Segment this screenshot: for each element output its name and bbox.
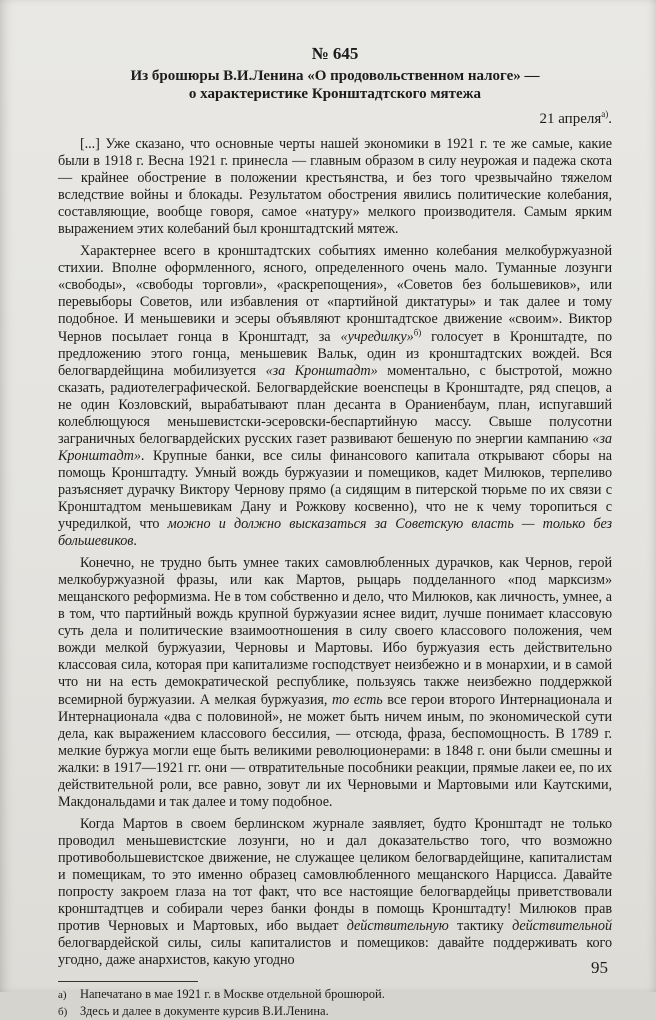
- text-segment: Конечно, не трудно быть умнее таких самовлюбленных дурачков, как Чернов, герой мелкобуржуазной фразы, или как Мартов, рыцарь подделанного «под марксизм» мещанского реформизма. Не в том собственно и дело, что Милюков, как личность, умнее, а в том, что партийный вождь крупной буржуазии яснее видит, лучше понимает классовую суть дела и политические взаимоотношения в силу своего классового положения, чем вожди мелкой буржуазии, Черновы и Мартовы. Ибо буржуазия есть действительно классовая сила, которая при капитализме господствует неизбежно и в монархии, и в самой что ни на есть демократической республике, пользуясь также неизбежно поддержкой всемирной буржуазии. А мелкая буржуазия,: [58, 555, 612, 708]
- text-segment: .: [133, 533, 137, 550]
- text-segment: . Крупные банки, все силы финансового капитала открывают сборы на помощь Кронштадту. Умный вождь буржуазии и помещиков, кадет Милюков, терпеливо разъясняет дурачку Виктору Чернову прямо (а сидящим в питерской тюрьме по их связи с Кронштадтом меньшевикам Дану и Рожкову косвенно), что не к чему торопиться с учредилкой, что: [58, 447, 612, 533]
- italic-emphasis: «учредилку»: [340, 328, 414, 345]
- paragraph: [58, 816, 612, 969]
- italic-emphasis: «за Кронштадт»: [58, 430, 612, 464]
- footnote: [58, 1003, 612, 1020]
- document-title-line-2: о характеристике Кронштадтского мятежа: [188, 86, 482, 102]
- italic-emphasis: действительной: [512, 918, 612, 935]
- page-number: 95: [591, 958, 608, 977]
- footnotes: [58, 986, 612, 1020]
- document-title: [58, 67, 612, 103]
- footnote-text: Напечатано в мае 1921 г. в Москве отдельной брошюрой.: [80, 987, 385, 1002]
- italic-emphasis: можно и должно высказаться за Советскую власть — только без большевиков: [58, 516, 612, 550]
- footnote-divider: [58, 981, 198, 982]
- footnote-text: Здесь и далее в документе курсив В.И.Ленина.: [80, 1004, 329, 1019]
- footnote-marker: б): [413, 326, 422, 337]
- text-segment: [...] Уже сказано, что основные черты нашей экономики в 1921 г. те же самые, какие были в 1918 г. Весна 1921 г. принесла — главным образом в силу неурожая и падежа скота — крайнее обострение в положении крестьянства, и без того чрезвычайно тяжелом вследствие войны и блокады. Результатом обострения явились политические колебания, составляющие, вообще говоря, самое «натуру» мелкого производителя. Самым ярким выражением этих колебаний был кронштадтский мятеж.: [58, 136, 612, 238]
- footnote-label: б): [58, 1006, 68, 1019]
- paragraph: [58, 136, 612, 238]
- text-segment: Характернее всего в кронштадтских событиях именно колебания мелкобуржуазной стихии. Вполне оформленного, ясного, определенного очень мало. Туманные лозунги «свободы», «свободы торговли», «раскрепощения», «Советов без большевиков», или перевыборы Советов, или избавления от «партийной диктатуры» и так далее и тому подобное. И меньшевики и эсеры объявляют кронштадтское движение «своим». Виктор Чернов посылает гонца в Кронштадт, за: [58, 243, 612, 345]
- body-text: [58, 136, 612, 969]
- footnote-label: а): [58, 989, 67, 1002]
- text-segment: голосует в Кронштадте, по предложению этого гонца, меньшевик Вальк, один из кронштадтских вождей. Вся белогвардейщина мобилизуется: [58, 328, 612, 379]
- document-title-line-1: Из брошюры В.И.Ленина «О продовольственном налоге» —: [130, 68, 540, 84]
- text-segment: все герои второго Интернационала и Интернационала «два с половиной», не может быть ничем иным, по экономической сути дела, как выражением классового бессилия, — отсюда, фраза, беспомощность. В 1789 г. мелкие буржуа могли еще быть великими революционерами: в 1848 г. они были смешны и жалки: в 1917—1921 гг. они — отвратительные пособники реакции, прямые лакеи ее, по их действительной роли, все равно, зовут ли их Черновыми и Мартовыми или Каутскими, Макдональдами и так далее и тому подобное.: [58, 691, 613, 810]
- document-number: № 645: [311, 44, 359, 63]
- date-text: 21 апреля: [539, 111, 602, 127]
- paragraph: [58, 243, 612, 550]
- text-segment: тактику: [448, 918, 513, 935]
- italic-emphasis: «за Кронштадт»: [265, 362, 378, 379]
- text-segment: Когда Мартов в своем берлинском журнале заявляет, будто Кронштадт не только проводил меньшевистские лозунги, но и дал доказательство того, что возможно противобольшевистское движение, не служащее целиком белогвардейщине, капиталистам и помещикам, то это именно образец самовлюбленного мещанского Нарцисса. Давайте попросту закроем глаза на тот факт, что все настоящие белогвардейцы приветствовали кронштадтцев и собирали через банки фонды в помощь Кронштадту! Милюков прав против Черновых и Мартовых, ибо выдает: [58, 815, 612, 935]
- paragraph: [58, 555, 612, 811]
- date-footnote-marker: а): [601, 109, 609, 119]
- text-segment: белогвардейской силы, силы капиталистов и помещиков: давайте поддерживать кого угодно, даже анархистов, какую угодно: [58, 935, 612, 969]
- italic-emphasis: то есть: [331, 691, 383, 708]
- footnote: [58, 986, 612, 1003]
- text-segment: моментально, с быстротой, можно сказать, радиотелеграфической. Белогвардейские военспецы в Кронштадте, ряд спецов, а не один Козловский, вырабатывают план десанта в Ораниенбаум, план, испугавший колеблющуюся меньшевистски-эсеровски-беспартийную массу. Свыше полусотни заграничных белогвардейских русских газет развивают бешеную по энергии кампанию: [58, 362, 612, 447]
- document-date: 21 апреля$^{а)}$.: [539, 109, 612, 127]
- italic-emphasis: действительную: [346, 918, 449, 935]
